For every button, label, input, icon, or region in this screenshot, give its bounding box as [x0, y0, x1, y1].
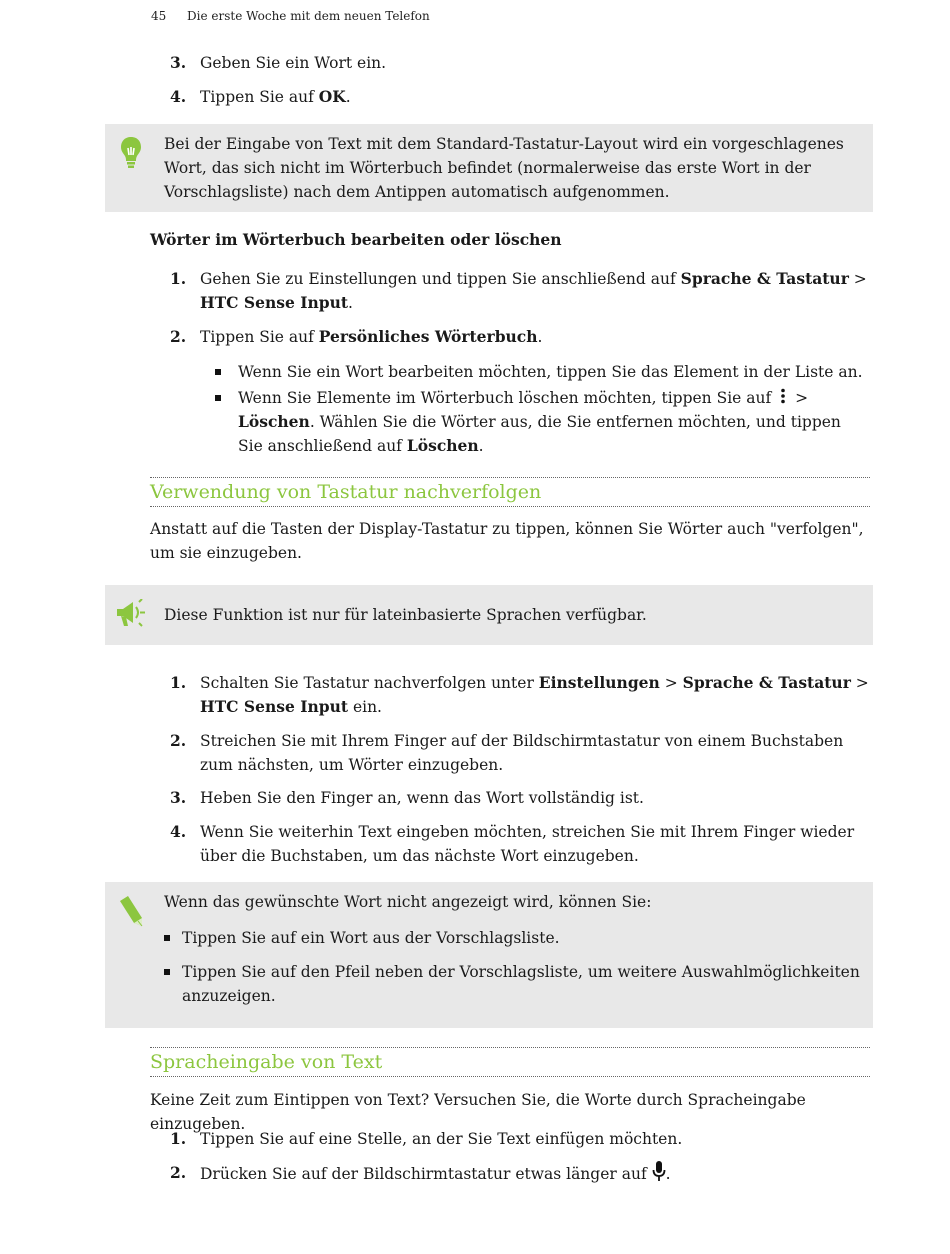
tip-note [105, 124, 873, 212]
list-item: 1. Schalten Sie Tastatur nachverfolgen unter Einstellungen > Sprache & Tastatur > HTC Sense Input ein. [170, 673, 869, 716]
list-item: 4. Tippen Sie auf OK. [170, 87, 351, 106]
page-number: 45 [151, 9, 167, 23]
bullet-item: Tippen Sie auf ein Wort aus der Vorschlagsliste. [164, 926, 864, 950]
list-item: 1. Tippen Sie auf eine Stelle, an der Sie Text einfügen möchten. [170, 1129, 683, 1148]
section-title: Spracheingabe von Text [150, 1047, 870, 1077]
list-item: 1. Gehen Sie zu Einstellungen und tippen Sie anschließend auf Sprache & Tastatur > HTC Sense Input. [170, 269, 867, 312]
page-header [151, 9, 430, 23]
section-intro: Keine Zeit zum Eintippen von Text? Versuchen Sie, die Worte durch Spracheingabe einzugeben. [150, 1091, 806, 1133]
lightbulb-icon [119, 135, 143, 175]
info-note [105, 585, 873, 645]
list-item: 2. Tippen Sie auf Persönliches Wörterbuch. [170, 327, 543, 346]
list-item: 2. Drücken Sie auf der Bildschirmtastatur etwas länger auf . [170, 1161, 870, 1186]
header-title: Die erste Woche mit dem neuen Telefon [187, 9, 430, 23]
pencil-icon [117, 894, 145, 932]
info-note-text: Diese Funktion ist nur für lateinbasierte Sprachen verfügbar. [164, 606, 647, 624]
list-item: 3. Geben Sie ein Wort ein. [170, 53, 387, 72]
more-vertical-icon [776, 386, 790, 410]
section-title: Verwendung von Tastatur nachverfolgen [150, 477, 870, 507]
section-intro: Anstatt auf die Tasten der Display-Tastatur zu tippen, können Sie Wörter auch "verfolgen", um sie einzugeben. [150, 520, 864, 562]
microphone-icon [652, 1161, 666, 1186]
hint-note-lead: Wenn das gewünschte Wort nicht angezeigt wird, können Sie: [164, 893, 652, 911]
bullet-item: Wenn Sie Elemente im Wörterbuch löschen möchten, tippen Sie auf > Löschen. Wählen Sie die Wörter aus, die Sie entfernen möchten, und tippen Sie anschließend auf Löschen. [215, 386, 870, 458]
list-item: 4. Wenn Sie weiterhin Text eingeben möchten, streichen Sie mit Ihrem Finger wieder über die Buchstaben, um das nächste Wort einzugeben. [170, 822, 855, 865]
bullet-item: Wenn Sie ein Wort bearbeiten möchten, tippen Sie das Element in der Liste an. [215, 360, 870, 384]
list-item: 2. Streichen Sie mit Ihrem Finger auf der Bildschirmtastatur von einem Buchstaben zum nächsten, um Wörter einzugeben. [170, 731, 844, 774]
subheading: Wörter im Wörterbuch bearbeiten oder löschen [150, 230, 562, 249]
tip-note-text: Bei der Eingabe von Text mit dem Standard-Tastatur-Layout wird ein vorgeschlagenes Wort, das sich nicht im Wörterbuch befindet (normalerweise das erste Wort in der Vorschlagsliste) nach dem Antippen automatisch aufgenommen. [164, 135, 844, 201]
megaphone-icon [115, 599, 147, 633]
bullet-item: Tippen Sie auf den Pfeil neben der Vorschlagsliste, um weitere Auswahlmöglichkeiten anzuzeigen. [164, 960, 864, 1008]
hint-note [105, 882, 873, 1028]
list-item: 3. Heben Sie den Finger an, wenn das Wort vollständig ist. [170, 788, 644, 807]
